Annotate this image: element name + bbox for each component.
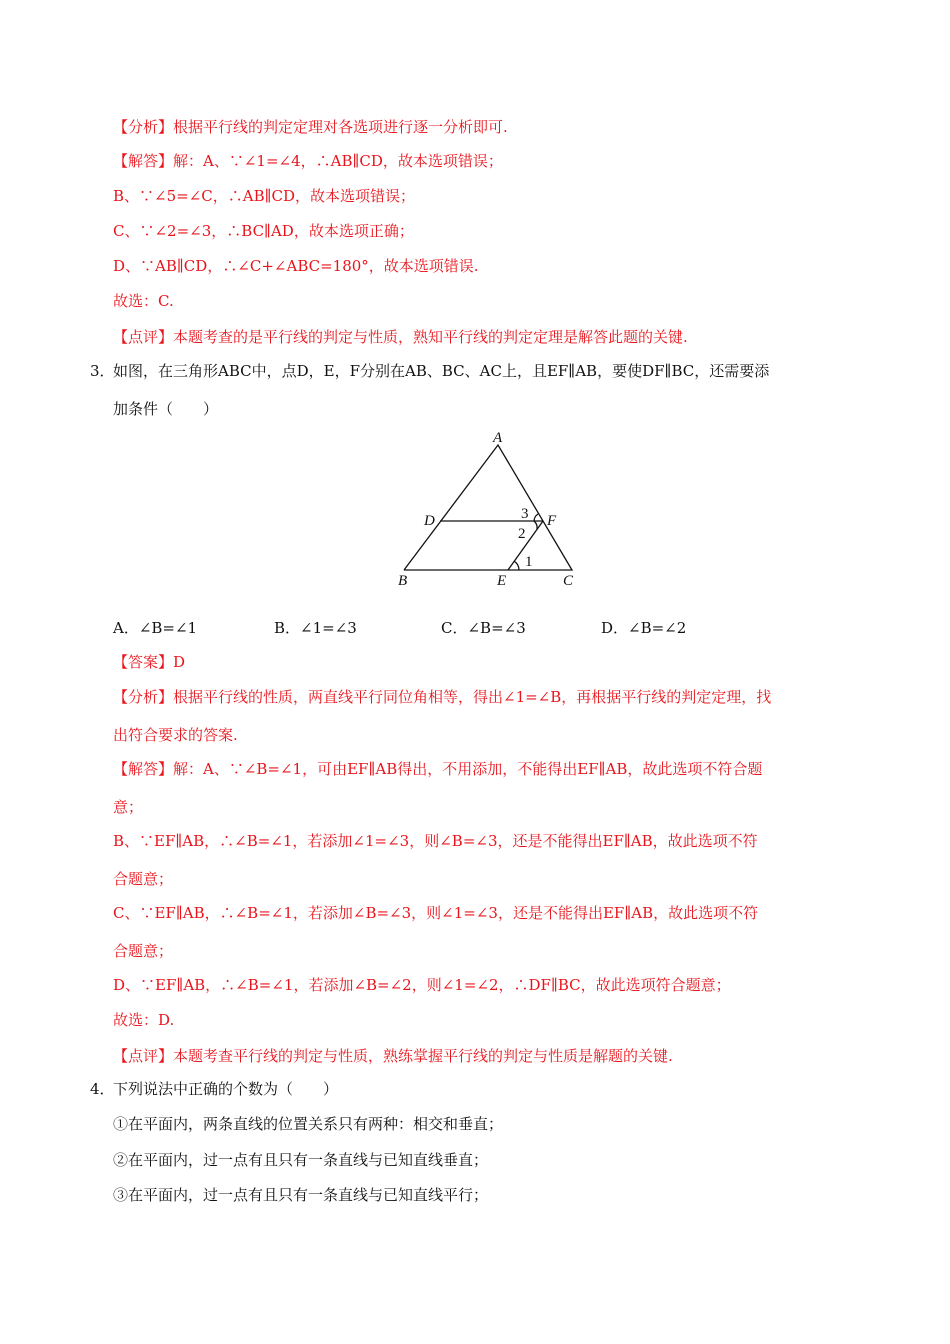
solution-line: 意； xyxy=(113,798,144,816)
solution-line: 合题意； xyxy=(113,870,174,888)
option-b: B．∠1=∠3 xyxy=(274,619,357,637)
analysis-text: 【分析】根据平行线的判定定理对各选项进行逐一分析即可. xyxy=(113,118,508,136)
answer-text: 【答案】D xyxy=(113,653,186,671)
triangle-outline xyxy=(404,445,572,570)
solution-line: C、∵∠2=∠3，∴BC∥AD，故本选项正确； xyxy=(113,222,414,240)
option-a: A．∠B=∠1 xyxy=(113,619,198,637)
analysis-text: 【分析】根据平行线的性质，两直线平行同位角相等，得出∠1=∠B，再根据平行线的判定定理，找 xyxy=(113,688,772,706)
solution-line: D、∵EF∥AB，∴∠B=∠1，若添加∠B=∠2，则∠1=∠2，∴DF∥BC，故此选项符合题意； xyxy=(113,976,731,994)
solution-line: B、∵EF∥AB，∴∠B=∠1，若添加∠1=∠3，则∠B=∠3，还是不能得出EF∥AB，故此选项不符 xyxy=(113,832,758,850)
label-d: D xyxy=(424,513,435,529)
solution-line: 合题意； xyxy=(113,942,174,960)
label-c: C xyxy=(563,573,574,589)
label-b: B xyxy=(398,573,408,589)
statement-item: ③在平面内，过一点有且只有一条直线与已知直线平行； xyxy=(113,1186,489,1204)
solution-line: 【解答】解：A、∵∠B=∠1，可由EF∥AB得出，不用添加，不能得出EF∥AB，故此选项不符合题 xyxy=(113,760,763,778)
triangle-figure xyxy=(0,0,950,600)
label-angle-2: 2 xyxy=(518,526,526,542)
angle-3-mark xyxy=(534,514,538,521)
choice-text: 故选：C. xyxy=(113,292,174,310)
solution-line: C、∵EF∥AB，∴∠B=∠1，若添加∠B=∠3，则∠1=∠3，还是不能得出EF∥AB，故此选项不符 xyxy=(113,904,759,922)
label-angle-1: 1 xyxy=(525,554,533,570)
label-e: E xyxy=(497,573,507,589)
question-stem: 下列说法中正确的个数为（ ） xyxy=(113,1080,339,1098)
statement-item: ①在平面内，两条直线的位置关系只有两种：相交和垂直； xyxy=(113,1115,504,1133)
label-angle-3: 3 xyxy=(521,506,529,522)
comment-text: 【点评】本题考查平行线的判定与性质，熟练掌握平行线的判定与性质是解题的关键. xyxy=(113,1047,673,1065)
angle-1-mark xyxy=(514,561,519,570)
solution-line: D、∵AB∥CD，∴∠C+∠ABC=180°，故本选项错误. xyxy=(113,257,479,275)
label-a: A xyxy=(493,430,503,446)
question-stem: 如图，在三角形ABC中，点D，E，F分别在AB、BC、AC上，且EF∥AB，要使DF∥BC，还需要添 xyxy=(113,362,770,380)
option-d: D．∠B=∠2 xyxy=(601,619,687,637)
solution-line: 【解答】解：A、∵∠1=∠4，∴AB∥CD，故本选项错误； xyxy=(113,152,503,170)
comment-text: 【点评】本题考查的是平行线的判定与性质，熟知平行线的判定定理是解答此题的关键. xyxy=(113,328,688,346)
statement-item: ②在平面内，过一点有且只有一条直线与已知直线垂直； xyxy=(113,1151,489,1169)
solution-line: B、∵∠5=∠C，∴AB∥CD，故本选项错误； xyxy=(113,187,416,205)
question-stem: 加条件（ ） xyxy=(113,400,219,418)
angle-2-mark xyxy=(534,521,537,529)
question-number: 3． xyxy=(90,362,115,380)
choice-text: 故选：D. xyxy=(113,1011,175,1029)
question-number: 4． xyxy=(90,1080,115,1098)
option-c: C．∠B=∠3 xyxy=(441,619,526,637)
analysis-text: 出符合要求的答案. xyxy=(113,726,238,744)
label-f: F xyxy=(547,513,557,529)
